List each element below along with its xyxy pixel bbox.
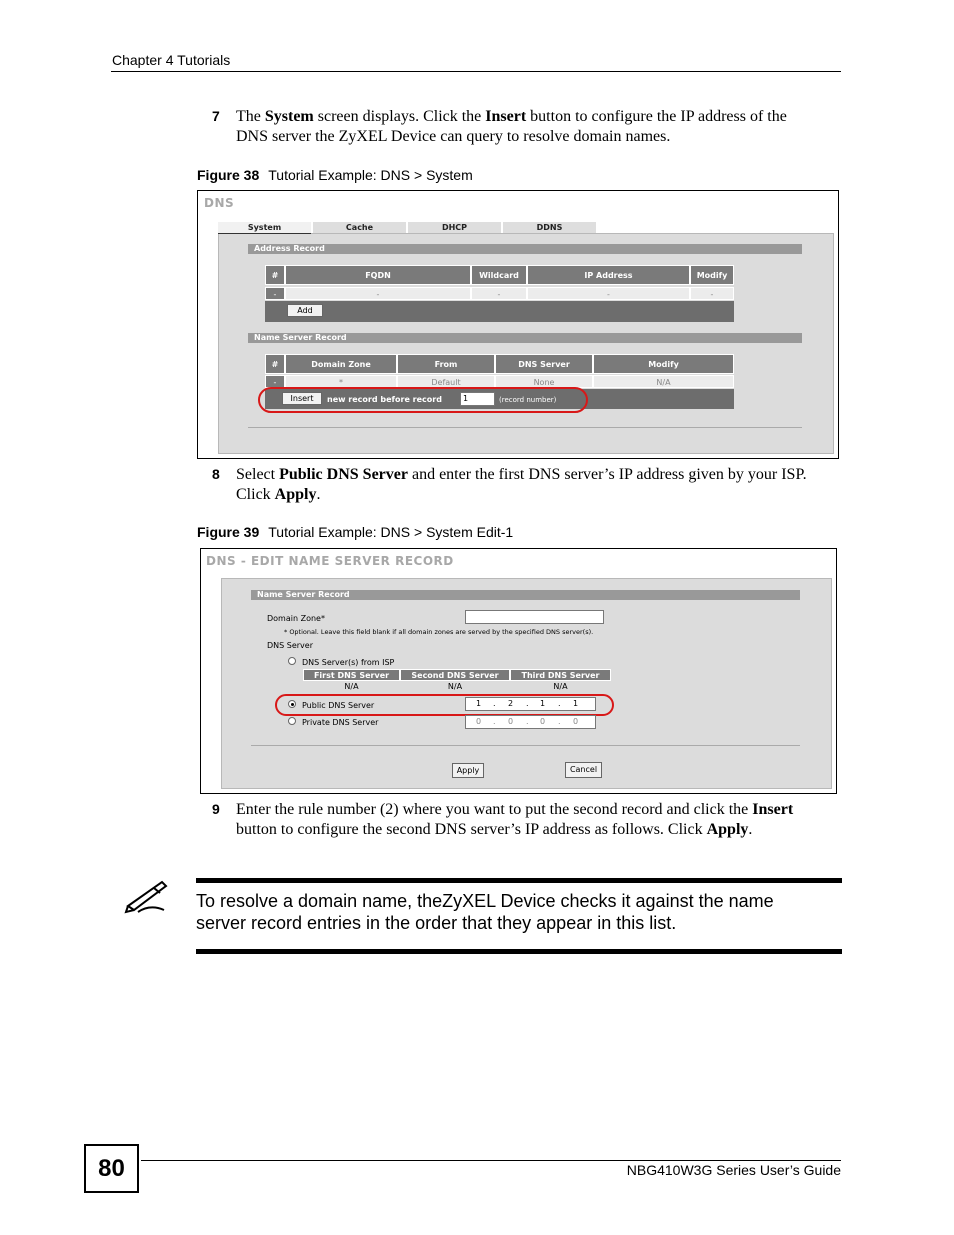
isp-value: N/A [553,682,568,691]
record-number-input[interactable]: 1 [460,392,495,406]
text-span: button to configure the IP address of the [526,108,787,125]
table-cell: None [495,375,593,388]
table-cell: - [265,287,285,300]
figure-38-screenshot [197,190,839,459]
note-bottom-rule [196,949,842,954]
note-line-2: server record entries in the order that they appear in this list. [196,913,677,933]
ip-octet: 0 [573,717,579,726]
step-7-line-1 [236,107,836,127]
header-rule [111,71,841,72]
chapter-header: Chapter 4 Tutorials [112,52,231,68]
bold-term: Apply [274,486,317,503]
bold-term: Insert [752,801,794,818]
step-7-text [236,107,836,147]
tab-system[interactable]: System [218,222,311,234]
isp-dns-label: DNS Server(s) from ISP [302,658,395,667]
column-header: # [265,265,285,285]
figure-39-screenshot [200,548,837,794]
tab-cache[interactable]: Cache [313,222,406,233]
figure-39-caption [197,524,513,540]
column-header: Third DNS Server [510,669,611,681]
ip-octet: 2 [508,699,514,708]
figure-label: Figure 39 [197,524,260,540]
bold-term: Public DNS Server [279,466,408,483]
domain-zone-label: Domain Zone* [267,614,325,623]
ip-octet: 1 [476,699,482,708]
panel-title: DNS [204,196,235,210]
text-span: button to configure the second DNS server’s IP address as follows. Click [236,821,707,838]
ip-dot: . [493,717,496,726]
private-dns-radio[interactable] [288,717,296,725]
step-9-line-1 [236,800,842,820]
isp-value: N/A [344,682,359,691]
figure-title: Tutorial Example: DNS > System [268,167,473,183]
text-span: Enter the rule number (2) where you want to put the second record and click the [236,801,753,818]
ip-octet: 1 [573,699,579,708]
step-8-line-1 [236,465,842,485]
text-span: Select [236,466,280,483]
table-cell: - [471,287,527,300]
column-header: Modify [593,354,734,374]
divider [248,427,802,428]
ip-octet: 0 [540,717,546,726]
tab-dhcp[interactable]: DHCP [408,222,501,233]
insert-button[interactable]: Insert [282,392,322,405]
text-span: Click [236,486,275,503]
page-number: 80 [84,1144,139,1193]
ip-dot: . [558,699,561,708]
text-span: . [748,821,753,838]
add-button[interactable]: Add [287,304,323,317]
step-8-text [236,465,842,505]
ip-octet: 0 [508,717,514,726]
apply-button[interactable]: Apply [452,763,484,778]
figure-38-caption [197,167,473,183]
figure-title: Tutorial Example: DNS > System Edit-1 [268,524,514,540]
cancel-button[interactable]: Cancel [565,762,602,778]
tab-bar [218,222,598,234]
table-cell: - [285,287,471,300]
column-header: IP Address [527,265,690,285]
domain-zone-input[interactable] [465,610,604,624]
column-header: Modify [690,265,734,285]
column-header: Domain Zone [285,354,397,374]
text-span: screen displays. Click the [313,108,486,125]
step-8-line-2 [236,485,842,505]
column-header: First DNS Server [303,669,400,681]
figure-label: Figure 38 [197,167,260,183]
table-row [265,301,734,322]
insert-label: new record before record [327,395,442,404]
step-number: 8 [212,466,220,482]
table-cell: - [527,287,690,300]
ip-dot: . [558,717,561,726]
guide-title: NBG410W3G Series User’s Guide [626,1162,841,1178]
isp-value: N/A [447,682,463,691]
highlight-ellipse [258,387,588,413]
column-header: FQDN [285,265,471,285]
column-header: DNS Server [495,354,593,374]
footer-rule [141,1160,841,1161]
optional-note: * Optional. Leave this field blank if all domain zones are served by the specified DNS server(s). [284,628,594,636]
address-record-section: Address Record [248,244,802,254]
note-text [196,890,836,934]
step-number: 7 [212,108,220,124]
record-number-hint: (record number) [499,396,557,404]
private-ip-field[interactable] [465,715,596,729]
ip-octet: 1 [540,699,546,708]
table-cell: Default [397,375,495,388]
bold-term: Apply [706,821,749,838]
ip-dot: . [526,699,529,708]
note-top-rule [196,878,842,883]
highlight-ellipse [275,694,614,716]
text-span: and enter the first DNS server’s IP address given by your ISP. [407,466,807,483]
column-header: # [265,354,285,374]
divider [251,745,800,746]
step-9-text [236,800,842,840]
column-header: Wildcard [471,265,527,285]
column-header: Second DNS Server [400,669,510,681]
tab-ddns[interactable]: DDNS [503,222,596,233]
text-span: . [316,486,321,503]
step-number: 9 [212,801,220,817]
table-cell: * [285,375,397,388]
note-line-1: To resolve a domain name, theZyXEL Device checks it against the name [196,891,774,911]
column-header: From [397,354,495,374]
panel-title: DNS - EDIT NAME SERVER RECORD [206,554,454,568]
ip-dot: . [493,699,496,708]
public-dns-label: Public DNS Server [302,701,375,710]
name-server-record-section: Name Server Record [251,590,800,600]
bold-term: System [264,108,314,125]
ip-octet: 0 [476,717,482,726]
dns-server-label: DNS Server [267,641,313,650]
table-cell: N/A [593,375,734,388]
private-dns-label: Private DNS Server [302,718,379,727]
table-cell: - [265,375,285,388]
name-server-record-section: Name Server Record [248,333,802,343]
pen-icon [124,876,174,925]
step-7-line-2: DNS server the ZyXEL Device can query to resolve domain names. [236,128,671,145]
table-cell: - [690,287,734,300]
text-span: The [236,108,265,125]
isp-dns-radio[interactable] [288,657,296,665]
step-9-line-2 [236,820,842,840]
bold-term: Insert [485,108,527,125]
ip-dot: . [526,717,529,726]
